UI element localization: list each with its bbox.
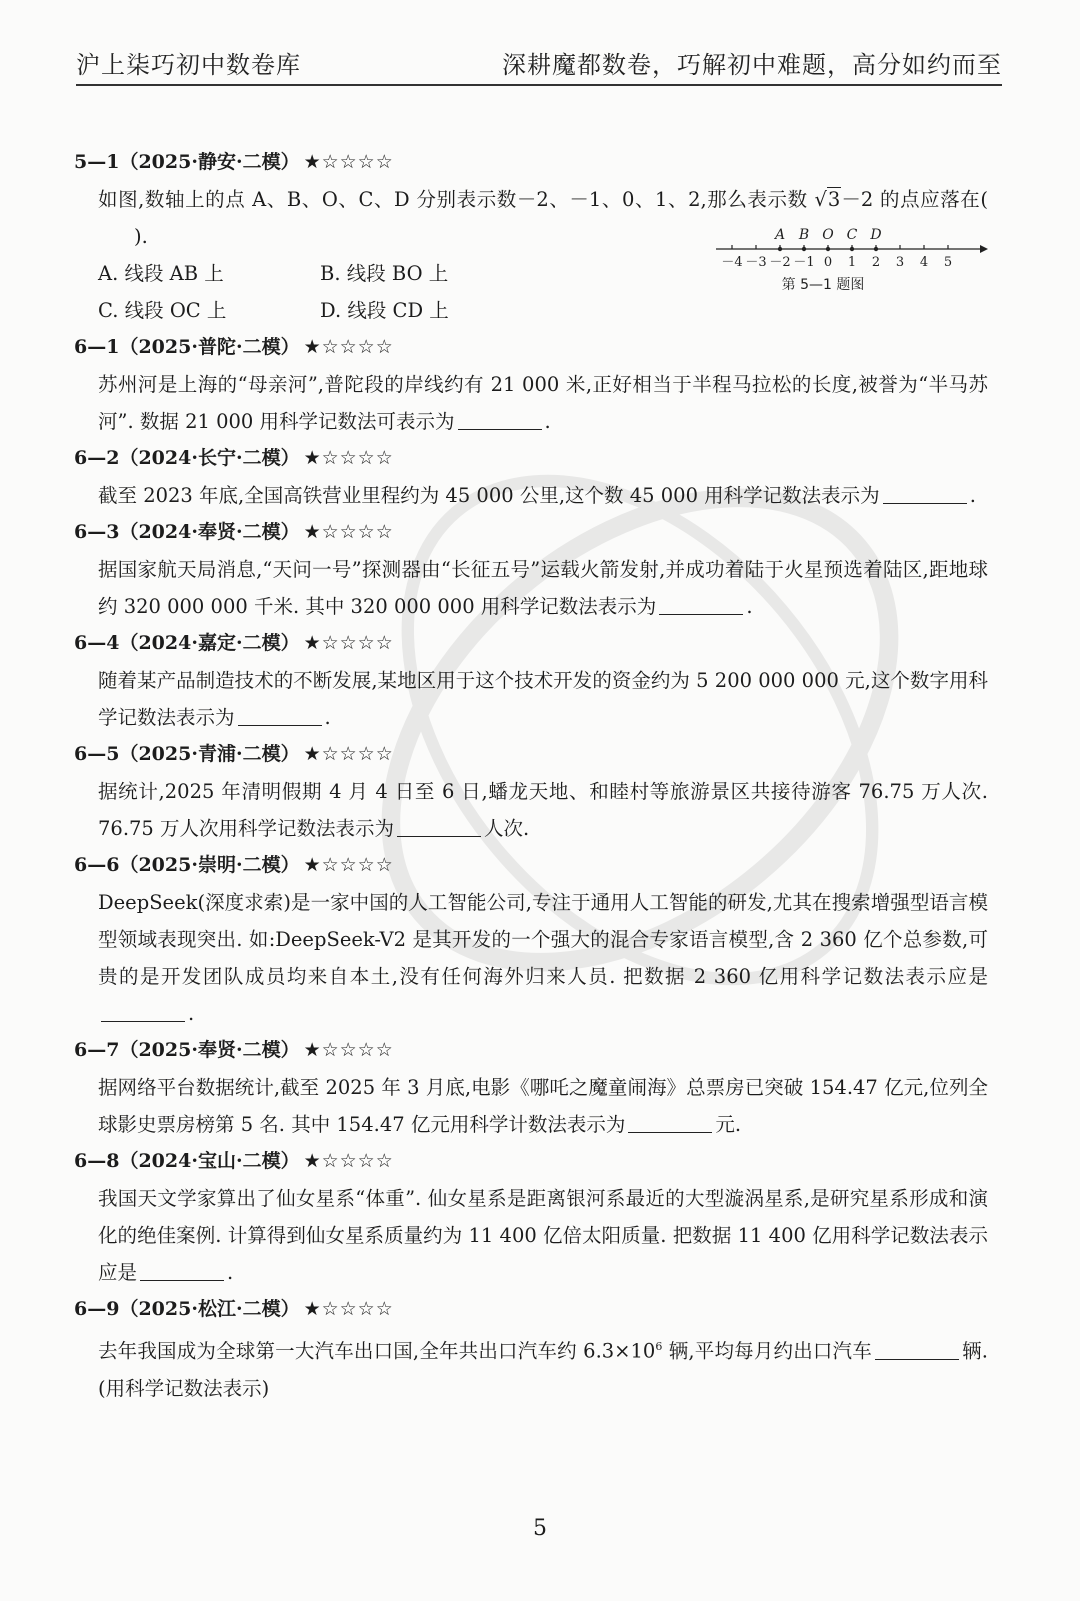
problem-text-part: 辆,平均每月约出口汽车 [662,1339,872,1363]
number-line-point [850,247,854,251]
problem-text-end: . [227,1261,234,1284]
problem-id: 5—1 [74,151,120,173]
tick-label: 2 [871,255,881,270]
problem-text-end: 人次. [484,817,530,840]
answer-blank [458,409,542,430]
number-line-point [826,247,830,251]
problem-text-end: 元. [715,1113,742,1136]
problem-text-end: . [969,484,976,507]
problem-text-part: 我国天文学家算出了仙女星系“体重”. 仙女星系是距离银河系最近的大型漩涡星系,是研究星系形成和演化的绝佳案例. 计算得到仙女星系质量约为 11 400 亿倍太阳质量. 把数据 11 400 亿用科学记数法表示应是 [98,1187,988,1284]
number-line [708,221,988,311]
tick-label: 1 [847,255,857,270]
answer-blank [875,1339,959,1360]
problem-id: 6—2 [74,447,120,469]
problem-source: （2025·崇明·二模） [119,854,300,876]
problem-id: 6—9 [74,1298,120,1320]
problem-title [74,625,988,662]
problem-6-9 [74,1291,988,1407]
choice-b: B. 线段 BO 上 [320,262,449,285]
problem-text-part: DeepSeek(深度求索)是一家中国的人工智能公司,专注于通用人工智能的研发,尤其在搜索增强型语言模型领域表现突出. 如:DeepSeek-V2 是其开发的一个强大的混合专家语言模型,含 2 360 亿个总参数,可贵的是开发团队成员均来自本土,没有任何海外归来人员. 把数据 2 360 亿用科学记数法表示应是 [98,891,988,988]
problem-text [98,477,988,514]
tick-label: 4 [919,255,929,270]
difficulty-stars: ★☆☆☆☆ [303,151,394,173]
answer-blank [101,1001,185,1022]
problem-text [98,1328,988,1407]
point-label: C [846,227,858,243]
problem-text [98,662,988,736]
problem-6-8 [74,1143,988,1291]
point-label: B [798,227,810,243]
choice-a: A. 线段 AB 上 [98,262,224,285]
problem-title [74,144,988,181]
difficulty-stars: ★☆☆☆☆ [303,1298,394,1320]
problem-text [98,551,988,625]
page-header [76,36,1002,86]
number-line-figure [708,221,988,311]
problem-6-5 [74,736,988,847]
problem-source: （2024·奉贤·二模） [119,521,300,543]
problem-title [74,1143,988,1180]
difficulty-stars: ★☆☆☆☆ [303,1150,394,1172]
problem-text [98,773,988,847]
problem-id: 6—8 [74,1150,120,1172]
problem-text-part: 截至 2023 年底,全国高铁营业里程约为 45 000 公里,这个数 45 000 用科学记数法表示为 [98,484,880,507]
problem-text-part: －2 的点应落在( [841,188,988,211]
problem-text-end: ). [134,225,148,248]
problem-text [98,1180,988,1291]
problem-title [74,1291,988,1328]
header-left: 沪上柒巧初中数卷库 [76,51,301,79]
problem-title [74,329,988,366]
number-line-point [874,247,878,251]
problem-title [74,1032,988,1069]
tick-label: 0 [823,255,833,270]
problem-title [74,736,988,773]
problem-6-4 [74,625,988,736]
problem-source: （2025·奉贤·二模） [119,1039,300,1061]
choice-list [98,227,988,329]
figure-caption: 第 5—1 题图 [781,277,865,293]
problem-text-end: . [324,706,331,729]
number-line-point [802,247,806,251]
problem-source: （2024·长宁·二模） [119,447,300,469]
problem-text-part: 如图,数轴上的点 A、B、O、C、D 分别表示数－2、－1、0、1、2,那么表示数 [98,188,808,211]
tick-label: 3 [895,255,905,270]
sqrt-radicand: 3 [827,188,841,211]
problem-6-1 [74,329,988,440]
difficulty-stars: ★☆☆☆☆ [303,521,394,543]
tick-label: －3 [745,255,767,270]
problem-text-part: 据统计,2025 年清明假期 4 月 4 日至 6 日,蟠龙天地、和睦村等旅游景区共接待游客 76.75 万人次. 76.75 万人次用科学记数法表示为 [98,780,988,840]
answer-blank [397,816,481,837]
problem-source: （2025·普陀·二模） [119,336,300,358]
problem-title [74,847,988,884]
difficulty-stars: ★☆☆☆☆ [303,743,394,765]
choice-c: C. 线段 OC 上 [98,299,227,322]
problem-5-1 [74,144,988,329]
problem-id: 6—5 [74,743,120,765]
problem-text-end: . [746,595,753,618]
answer-blank [140,1260,224,1281]
problem-id: 6—3 [74,521,120,543]
problem-list [74,144,988,1407]
problem-source: （2025·松江·二模） [119,1298,300,1320]
tick-label: －2 [769,255,791,270]
answer-blank [659,594,743,615]
problem-source: （2025·静安·二模） [119,151,300,173]
point-label: D [870,227,882,243]
difficulty-stars: ★☆☆☆☆ [303,632,394,654]
sqrt-expression: √3 [814,188,841,211]
problem-text-part: 据网络平台数据统计,截至 2025 年 3 月底,电影《哪吒之魔童闹海》总票房已突破 154.47 亿元,位列全球影史票房榜第 5 名. 其中 154.47 亿元用科学计数法表示为 [98,1076,988,1136]
problem-id: 6—7 [74,1039,120,1061]
problem-6-6 [74,847,988,1032]
choice-d: D. 线段 CD 上 [320,299,449,322]
answer-blank [883,483,967,504]
difficulty-stars: ★☆☆☆☆ [303,854,394,876]
point-label: A [774,227,786,243]
difficulty-stars: ★☆☆☆☆ [303,336,394,358]
problem-text-end: . [544,410,551,433]
problem-text-end: 辆.(用科学记数法表示) [98,1339,989,1400]
exponent: 6 [655,1340,663,1353]
number-line-point [778,247,782,251]
answer-blank [238,705,322,726]
problem-6-2 [74,440,988,514]
problem-source: （2024·宝山·二模） [119,1150,300,1172]
problem-text [98,366,988,440]
problem-id: 6—6 [74,854,120,876]
tick-label: －1 [793,255,815,270]
problem-source: （2025·青浦·二模） [119,743,300,765]
problem-text-part: 随着某产品制造技术的不断发展,某地区用于这个技术开发的资金约为 5 200 000 000 元,这个数字用科学记数法表示为 [98,669,988,729]
header-right: 深耕魔都数卷，巧解初中难题，高分如约而至 [502,51,1002,79]
point-label: O [822,227,834,243]
difficulty-stars: ★☆☆☆☆ [303,1039,394,1061]
answer-blank [628,1112,712,1133]
difficulty-stars: ★☆☆☆☆ [303,447,394,469]
problem-text-part: 苏州河是上海的“母亲河”,普陀段的岸线约有 21 000 米,正好相当于半程马拉松的长度,被誉为“半马苏河”. 数据 21 000 用科学记数法可表示为 [98,373,988,433]
problem-text-end: . [188,1002,195,1025]
problem-6-3 [74,514,988,625]
problem-title [74,514,988,551]
page-number: 5 [533,1516,547,1541]
problem-source: （2024·嘉定·二模） [119,632,300,654]
problem-text-part: 去年我国成为全球第一大汽车出口国,全年共出口汽车约 6.3×10 [98,1339,656,1363]
problem-6-7 [74,1032,988,1143]
problem-id: 6—4 [74,632,120,654]
tick-label: 5 [943,255,953,270]
problem-title [74,440,988,477]
problem-text [98,884,988,1032]
problem-id: 6—1 [74,336,120,358]
problem-text-part: 据国家航天局消息,“天问一号”探测器由“长征五号”运载火箭发射,并成功着陆于火星预选着陆区,距地球约 320 000 000 千米. 其中 320 000 000 用科学记数法表示为 [98,558,988,618]
tick-label: －4 [721,255,743,270]
problem-text [98,1069,988,1143]
